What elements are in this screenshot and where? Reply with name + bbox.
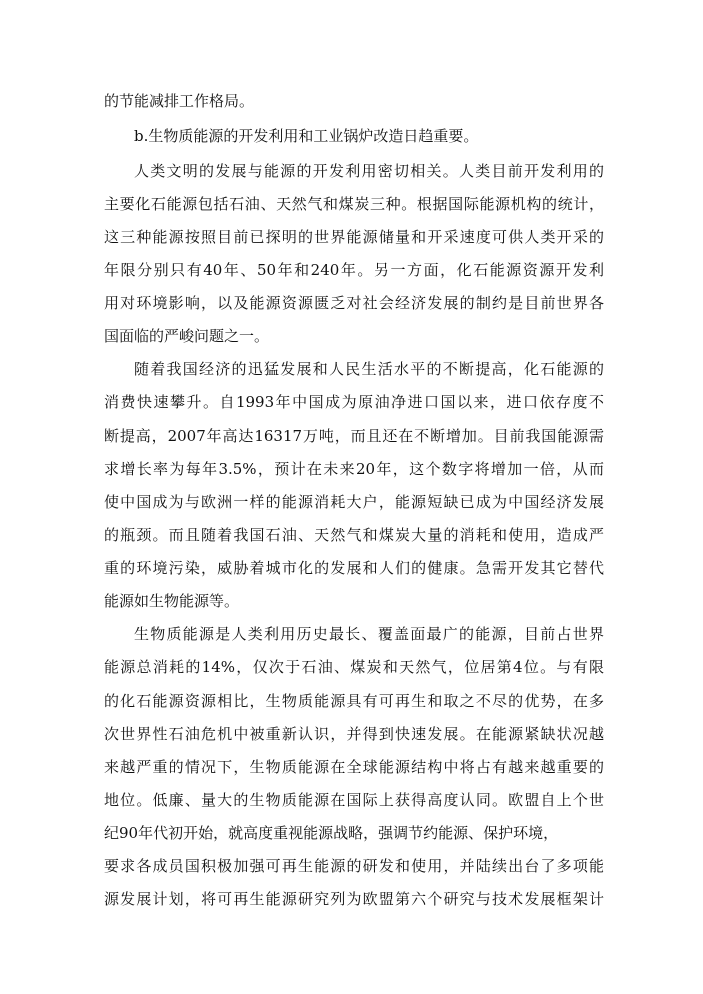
text-line: 来越严重的情况下，生物质能源在全球能源结构中将占有越来越重要的 bbox=[104, 758, 604, 776]
text-line: 年限分别只有40年、50年和240年。另一方面，化石能源资源开发利 bbox=[104, 261, 604, 279]
text-line: 重的环境污染，威胁着城市化的发展和人们的健康。急需开发其它替代 bbox=[104, 559, 604, 577]
text-line: 人类文明的发展与能源的开发利用密切相关。人类目前开发利用的 bbox=[134, 162, 604, 180]
text-line: 用对环境影响，以及能源资源匮乏对社会经济发展的制约是目前世界各 bbox=[104, 294, 604, 312]
text-line: 源发展计划，将可再生能源研究列为欧盟第六个研究与技术发展框架计 bbox=[104, 890, 604, 908]
text-line: 这三种能源按照目前已探明的世界能源储量和开采速度可供人类开采的 bbox=[104, 228, 604, 246]
text-line: b.生物质能源的开发利用和工业锅炉改造日趋重要。 bbox=[134, 127, 479, 145]
text-line: 要求各成员国积极加强可再生能源的研发和使用，并陆续出台了多项能 bbox=[104, 857, 604, 875]
text-line: 地位。低廉、量大的生物质能源在国际上获得高度认同。欧盟自上个世 bbox=[104, 791, 604, 809]
text-line: 能源如生物能源等。 bbox=[104, 592, 240, 610]
text-line: 次世界性石油危机中被重新认识，并得到快速发展。在能源紧缺状况越 bbox=[104, 725, 604, 743]
text-line: 消费快速攀升。自1993年中国成为原油净进口国以来，进口依存度不 bbox=[104, 393, 604, 411]
text-line: 断提高，2007年高达16317万吨，而且还在不断增加。目前我国能源需 bbox=[104, 427, 604, 445]
text-line: 的瓶颈。而且随着我国石油、天然气和煤炭大量的消耗和使用，造成严 bbox=[104, 526, 604, 544]
text-line: 国面临的严峻问题之一。 bbox=[104, 327, 270, 345]
text-line: 纪90年代初开始，就高度重视能源战略，强调节约能源、保护环境， bbox=[104, 824, 559, 842]
text-line: 主要化石能源包括石油、天然气和煤炭三种。根据国际能源机构的统计， bbox=[104, 195, 604, 213]
text-line: 随着我国经济的迅猛发展和人民生活水平的不断提高，化石能源的 bbox=[134, 360, 604, 378]
text-line: 的节能减排工作格局。 bbox=[104, 92, 255, 110]
text-line: 使中国成为与欧洲一样的能源消耗大户，能源短缺已成为中国经济发展 bbox=[104, 493, 604, 511]
text-line: 求增长率为每年3.5%，预计在未来20年，这个数字将增加一倍，从而 bbox=[104, 460, 604, 478]
text-line: 生物质能源是人类利用历史最长、覆盖面最广的能源，目前占世界 bbox=[134, 625, 604, 643]
text-line: 能源总消耗的14%，仅次于石油、煤炭和天然气，位居第4位。与有限 bbox=[104, 658, 604, 676]
text-line: 的化石能源资源相比，生物质能源具有可再生和取之不尽的优势，在多 bbox=[104, 692, 604, 710]
